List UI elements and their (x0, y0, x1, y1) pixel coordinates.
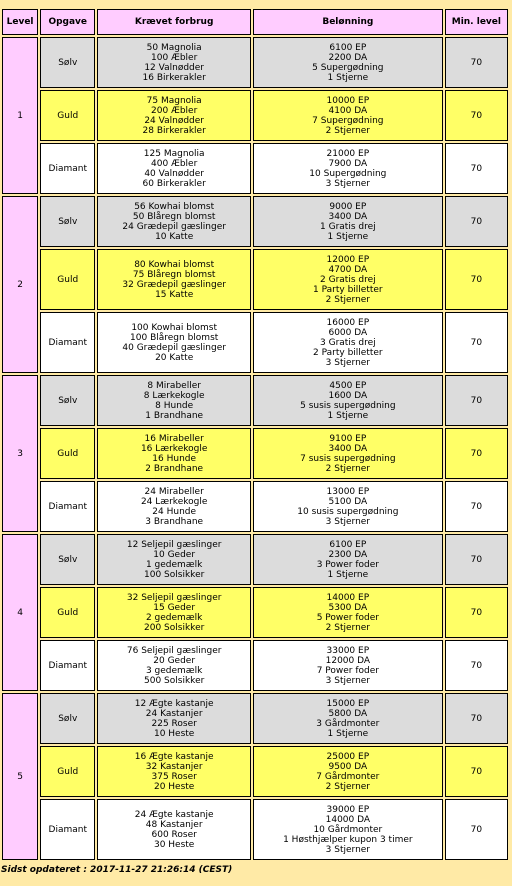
min-level: 70 (445, 249, 508, 310)
task-tier: Diamant (40, 799, 95, 860)
reward-line: 13000 EP (326, 486, 370, 497)
header-level: Level (2, 9, 38, 35)
reward-line: 14000 EP (326, 592, 370, 603)
level-number: 4 (2, 534, 38, 691)
reward (253, 375, 443, 426)
consumption-line: 20 Geder (153, 655, 196, 666)
consumption-line: 40 Grædepil gæslinger (122, 342, 226, 353)
reward (253, 249, 443, 310)
required-consumption (97, 481, 251, 532)
header-forbrug: Krævet forbrug (97, 9, 251, 35)
min-level: 70 (445, 196, 508, 247)
min-level: 70 (445, 312, 508, 373)
reward (253, 799, 443, 860)
table-row (2, 312, 508, 373)
reward-line: 1 Stjerne (327, 410, 369, 421)
reward (253, 312, 443, 373)
consumption-line: 24 Valnødder (144, 115, 204, 126)
level-number: 5 (2, 693, 38, 860)
consumption-line: 50 Blåregn blomst (132, 211, 216, 222)
header-belonning: Belønning (253, 9, 443, 35)
consumption-line: 48 Kastanjer (145, 819, 203, 830)
consumption-line: 100 Solsikker (144, 569, 205, 580)
reward (253, 481, 443, 532)
reward-line: 1600 DA (328, 390, 368, 401)
consumption-line: 10 Heste (153, 728, 195, 739)
reward-line: 1 Party billetter (313, 284, 383, 295)
reward-line: 10 susis supergødning (297, 506, 399, 517)
table-row (2, 249, 508, 310)
task-tier: Sølv (40, 375, 95, 426)
table-row (2, 90, 508, 141)
min-level: 70 (445, 481, 508, 532)
task-tier: Guld (40, 428, 95, 479)
reward-line: 3 Stjerner (325, 844, 371, 855)
consumption-line: 8 Mirabeller (147, 380, 201, 391)
consumption-line: 16 Mirabeller (144, 433, 204, 444)
table-row (2, 428, 508, 479)
reward-line: 12000 EP (326, 254, 370, 265)
required-consumption (97, 693, 251, 744)
consumption-line: 50 Magnolia (146, 42, 202, 53)
min-level: 70 (445, 428, 508, 479)
consumption-line: 100 Blåregn blomst (130, 332, 219, 343)
required-consumption (97, 90, 251, 141)
reward-line: 5 Power foder (316, 612, 379, 623)
reward-line: 3400 DA (328, 443, 368, 454)
table-row (2, 534, 508, 585)
table-row (2, 143, 508, 194)
task-tier: Sølv (40, 37, 95, 88)
consumption-line: 24 Grædepil gæslinger (122, 221, 226, 232)
consumption-line: 12 Ægte kastanje (134, 698, 214, 709)
required-consumption (97, 428, 251, 479)
reward-line: 6100 EP (329, 42, 367, 53)
task-tier: Sølv (40, 534, 95, 585)
consumption-line: 30 Heste (153, 839, 195, 850)
reward (253, 90, 443, 141)
table-row (2, 37, 508, 88)
consumption-line: 75 Magnolia (146, 95, 202, 106)
reward-line: 3 Gårdmonter (316, 718, 380, 729)
required-consumption (97, 37, 251, 88)
consumption-line: 200 Æbler (151, 105, 198, 116)
task-tier: Diamant (40, 640, 95, 691)
reward-line: 5100 DA (328, 496, 368, 507)
consumption-line: 100 Æbler (151, 52, 198, 63)
consumption-line: 100 Kowhai blomst (131, 322, 217, 333)
min-level: 70 (445, 143, 508, 194)
consumption-line: 32 Seljepil gæslinger (126, 592, 222, 603)
reward-line: 10 Supergødning (309, 168, 387, 179)
required-consumption (97, 746, 251, 797)
min-level: 70 (445, 640, 508, 691)
reward-line: 5300 DA (328, 602, 368, 613)
min-level: 70 (445, 799, 508, 860)
reward (253, 534, 443, 585)
table-body (2, 37, 508, 860)
consumption-line: 24 Ægte kastanje (134, 809, 214, 820)
consumption-line: 12 Seljepil gæslinger (126, 539, 222, 550)
reward (253, 640, 443, 691)
required-consumption (97, 375, 251, 426)
consumption-line: 16 Ægte kastanje (134, 751, 214, 762)
consumption-line: 1 gedemælk (145, 559, 203, 570)
task-tier: Guld (40, 90, 95, 141)
task-tier: Diamant (40, 481, 95, 532)
consumption-line: 24 Lærkekogle (140, 496, 208, 507)
reward (253, 143, 443, 194)
reward-line: 7 Gårdmonter (316, 771, 380, 782)
consumption-line: 16 Birkerakler (142, 72, 206, 83)
consumption-line: 8 Hunde (155, 400, 194, 411)
reward-line: 7 Supergødning (312, 115, 384, 126)
task-tier: Sølv (40, 693, 95, 744)
consumption-line: 76 Seljepil gæslinger (126, 645, 222, 656)
reward-line: 7 Power foder (316, 665, 379, 676)
min-level: 70 (445, 693, 508, 744)
reward-line: 2200 DA (328, 52, 368, 63)
reward-line: 14000 DA (325, 814, 371, 825)
consumption-line: 125 Magnolia (143, 148, 205, 159)
consumption-line: 20 Heste (153, 781, 195, 792)
min-level: 70 (445, 746, 508, 797)
required-consumption (97, 249, 251, 310)
consumption-line: 75 Blåregn blomst (132, 269, 216, 280)
reward-line: 10000 EP (326, 95, 370, 106)
required-consumption (97, 799, 251, 860)
consumption-line: 24 Mirabeller (144, 486, 204, 497)
table-row (2, 375, 508, 426)
reward-line: 3400 DA (328, 211, 368, 222)
min-level: 70 (445, 534, 508, 585)
reward-line: 1 Stjerne (327, 72, 369, 83)
reward-line: 3 Stjerner (325, 178, 371, 189)
reward-line: 2 Stjerner (325, 463, 371, 474)
consumption-line: 3 Brandhane (145, 516, 204, 527)
task-tier: Sølv (40, 196, 95, 247)
consumption-line: 24 Hunde (152, 506, 197, 517)
consumption-line: 56 Kowhai blomst (134, 201, 215, 212)
reward-line: 16000 EP (326, 317, 370, 328)
table-row (2, 196, 508, 247)
consumption-line: 3 gedemælk (145, 665, 203, 676)
reward-line: 7 susis supergødning (300, 453, 396, 464)
consumption-line: 375 Roser (151, 771, 197, 782)
min-level: 70 (445, 587, 508, 638)
table-header-row (2, 9, 508, 35)
consumption-line: 40 Valnødder (144, 168, 204, 179)
consumption-line: 10 Geder (153, 549, 196, 560)
reward-line: 2300 DA (328, 549, 368, 560)
reward (253, 587, 443, 638)
header-minlevel: Min. level (445, 9, 508, 35)
reward-line: 3 Stjerner (325, 675, 371, 686)
consumption-line: 2 Brandhane (145, 463, 204, 474)
level-number: 1 (2, 37, 38, 194)
min-level: 70 (445, 375, 508, 426)
header-opgave: Opgave (40, 9, 95, 35)
consumption-line: 400 Æbler (151, 158, 198, 169)
task-tier: Guld (40, 587, 95, 638)
reward (253, 37, 443, 88)
reward-line: 21000 EP (326, 148, 370, 159)
table-row (2, 587, 508, 638)
last-updated: Sidst opdateret : 2017-11-27 21:26:14 (CEST) (1, 865, 233, 875)
reward-line: 3 Gratis drej (320, 337, 376, 348)
reward-line: 4100 DA (328, 105, 368, 116)
table-row (2, 799, 508, 860)
required-consumption (97, 640, 251, 691)
reward-line: 33000 EP (326, 645, 370, 656)
reward-line: 25000 EP (326, 751, 370, 762)
reward-line: 5800 DA (328, 708, 368, 719)
level-number: 2 (2, 196, 38, 373)
reward-line: 3 Power foder (316, 559, 379, 570)
level-number: 3 (2, 375, 38, 532)
min-level: 70 (445, 37, 508, 88)
reward (253, 428, 443, 479)
consumption-line: 200 Solsikker (144, 622, 205, 633)
consumption-line: 225 Roser (151, 718, 197, 729)
reward-line: 1 Gratis drej (320, 221, 376, 232)
consumption-line: 16 Lærkekogle (140, 443, 208, 454)
consumption-line: 10 Katte (155, 231, 194, 242)
reward-line: 2 Stjerner (325, 125, 371, 136)
level-rewards-table (0, 7, 510, 862)
consumption-line: 600 Roser (151, 829, 197, 840)
reward-line: 1 Stjerne (327, 569, 369, 580)
reward-line: 15000 EP (326, 698, 370, 709)
reward-line: 7900 DA (328, 158, 368, 169)
reward (253, 746, 443, 797)
reward-line: 12000 DA (325, 655, 371, 666)
table-row (2, 481, 508, 532)
consumption-line: 32 Grædepil gæslinger (122, 279, 226, 290)
reward-line: 6100 EP (329, 539, 367, 550)
reward-line: 2 Stjerner (325, 294, 371, 305)
reward-line: 2 Stjerner (325, 622, 371, 633)
consumption-line: 1 Brandhane (145, 410, 204, 421)
reward-line: 10 Gårdmonter (313, 824, 383, 835)
reward-line: 2 Gratis drej (320, 274, 376, 285)
consumption-line: 32 Kastanjer (145, 761, 203, 772)
reward-line: 2 Stjerner (325, 781, 371, 792)
reward-line: 9100 EP (329, 433, 367, 444)
reward-line: 4700 DA (328, 264, 368, 275)
reward-line: 5 Supergødning (312, 62, 384, 73)
reward-line: 3 Stjerner (325, 516, 371, 527)
consumption-line: 60 Birkerakler (142, 178, 206, 189)
table-row (2, 693, 508, 744)
task-tier: Diamant (40, 143, 95, 194)
reward-line: 9500 DA (328, 761, 368, 772)
consumption-line: 20 Katte (155, 352, 194, 363)
table-row (2, 746, 508, 797)
consumption-line: 80 Kowhai blomst (134, 259, 215, 270)
required-consumption (97, 534, 251, 585)
reward-line: 1 Høsthjælper kupon 3 timer (283, 834, 413, 845)
task-tier: Guld (40, 746, 95, 797)
task-tier: Diamant (40, 312, 95, 373)
reward (253, 196, 443, 247)
consumption-line: 500 Solsikker (144, 675, 205, 686)
required-consumption (97, 587, 251, 638)
reward-line: 6000 DA (328, 327, 368, 338)
min-level: 70 (445, 90, 508, 141)
reward-line: 2 Party billetter (313, 347, 383, 358)
required-consumption (97, 196, 251, 247)
reward-line: 9000 EP (329, 201, 367, 212)
reward-line: 5 susis supergødning (300, 400, 396, 411)
consumption-line: 15 Katte (155, 289, 194, 300)
consumption-line: 8 Lærkekogle (143, 390, 205, 401)
required-consumption (97, 312, 251, 373)
consumption-line: 12 Valnødder (144, 62, 204, 73)
task-tier: Guld (40, 249, 95, 310)
consumption-line: 28 Birkerakler (142, 125, 206, 136)
reward-line: 4500 EP (329, 380, 367, 391)
reward-line: 1 Stjerne (327, 728, 369, 739)
table-row (2, 640, 508, 691)
required-consumption (97, 143, 251, 194)
reward-line: 1 Stjerne (327, 231, 369, 242)
consumption-line: 24 Kastanjer (145, 708, 203, 719)
consumption-line: 2 gedemælk (145, 612, 203, 623)
consumption-line: 16 Hunde (152, 453, 197, 464)
consumption-line: 15 Geder (153, 602, 196, 613)
reward-line: 3 Stjerner (325, 357, 371, 368)
reward-line: 39000 EP (326, 804, 370, 815)
reward (253, 693, 443, 744)
